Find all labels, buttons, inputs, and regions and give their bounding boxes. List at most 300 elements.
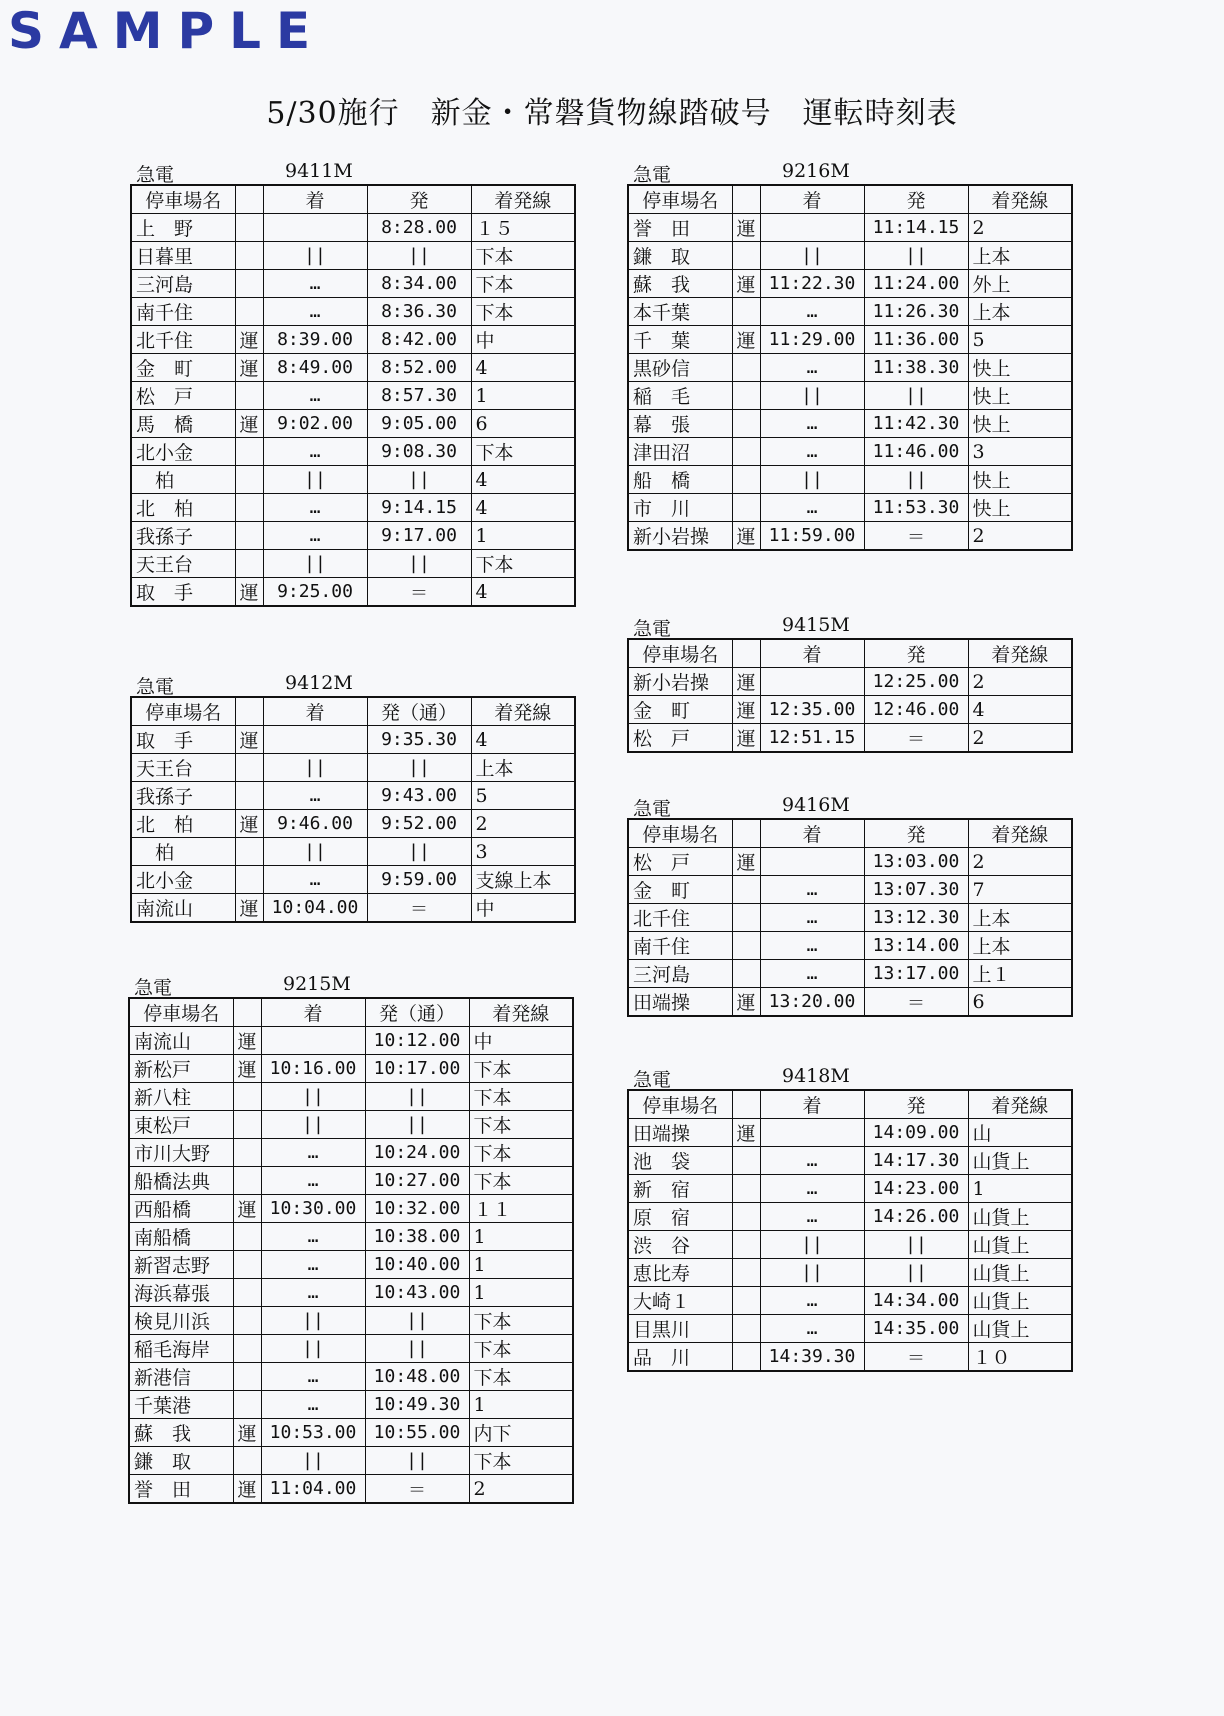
column-header [235, 185, 263, 214]
track-line: 下本 [469, 1139, 573, 1167]
arrival-time: … [760, 298, 864, 326]
arrival-time: … [263, 382, 367, 410]
track-line: 快上 [968, 354, 1072, 382]
table-row [628, 848, 1072, 876]
track-line: 2 [968, 668, 1072, 696]
operation-mark: 運 [233, 1475, 261, 1504]
train-kind: 急電 [633, 1069, 672, 1091]
station-name: 天王台 [131, 754, 235, 782]
column-header: 発 [864, 185, 968, 214]
departure-time: ＝ [365, 1475, 469, 1504]
departure-time: 11:24.00 [864, 270, 968, 298]
departure-time: 10:43.00 [365, 1279, 469, 1307]
arrival-time: || [261, 1447, 365, 1475]
operation-mark [235, 550, 263, 578]
table-row [628, 466, 1072, 494]
train-number: 9216M [782, 160, 850, 182]
operation-mark [233, 1363, 261, 1391]
station-name: 三河島 [131, 270, 235, 298]
departure-time: || [367, 242, 471, 270]
departure-time: || [367, 754, 471, 782]
station-name: 北千住 [628, 904, 732, 932]
column-header: 着 [760, 185, 864, 214]
arrival-time [760, 848, 864, 876]
track-line: 2 [471, 810, 575, 838]
arrival-time: … [760, 1287, 864, 1315]
station-name: 北小金 [131, 438, 235, 466]
operation-mark: 運 [235, 354, 263, 382]
train-number: 9416M [782, 794, 850, 816]
table-row [129, 1111, 573, 1139]
track-line: 2 [968, 522, 1072, 551]
operation-mark: 運 [233, 1195, 261, 1223]
table-row [129, 1307, 573, 1335]
departure-time: 10:48.00 [365, 1363, 469, 1391]
station-name: 北千住 [131, 326, 235, 354]
table-row [628, 1203, 1072, 1231]
operation-mark: 運 [233, 1055, 261, 1083]
arrival-time: … [760, 354, 864, 382]
track-line: 6 [968, 988, 1072, 1017]
departure-time: 9:52.00 [367, 810, 471, 838]
station-name: 柏 [131, 466, 235, 494]
track-line: 内下 [469, 1419, 573, 1447]
arrival-time: … [263, 866, 367, 894]
arrival-time: 11:04.00 [261, 1475, 365, 1504]
track-line: 6 [471, 410, 575, 438]
departure-time: 14:26.00 [864, 1203, 968, 1231]
station-name: 天王台 [131, 550, 235, 578]
station-name: 南流山 [129, 1027, 233, 1055]
station-name: 南千住 [628, 932, 732, 960]
arrival-time: 11:59.00 [760, 522, 864, 551]
table-row [628, 876, 1072, 904]
departure-time: 13:17.00 [864, 960, 968, 988]
track-line: 4 [471, 354, 575, 382]
timetable-table [130, 184, 576, 607]
train-timetable-9412M [130, 672, 576, 923]
arrival-time: … [261, 1391, 365, 1419]
departure-time: 11:26.30 [864, 298, 968, 326]
operation-mark [732, 438, 760, 466]
operation-mark [732, 960, 760, 988]
station-name: 松 戸 [131, 382, 235, 410]
station-name: 取 手 [131, 578, 235, 607]
track-line: 山貨上 [968, 1315, 1072, 1343]
column-header: 停車場名 [131, 185, 235, 214]
track-line: 5 [471, 782, 575, 810]
station-name: 池 袋 [628, 1147, 732, 1175]
station-name: 鎌 取 [129, 1447, 233, 1475]
operation-mark [233, 1307, 261, 1335]
track-line: 下本 [469, 1363, 573, 1391]
arrival-time: || [261, 1335, 365, 1363]
track-line: 山貨上 [968, 1231, 1072, 1259]
table-row [131, 242, 575, 270]
track-line: 山 [968, 1119, 1072, 1147]
track-line: 山貨上 [968, 1259, 1072, 1287]
column-header [732, 185, 760, 214]
track-line: 快上 [968, 410, 1072, 438]
arrival-time: || [263, 550, 367, 578]
departure-time: 12:25.00 [864, 668, 968, 696]
departure-time: 14:23.00 [864, 1175, 968, 1203]
departure-time: ＝ [864, 1343, 968, 1372]
station-name: 金 町 [628, 876, 732, 904]
table-row [628, 696, 1072, 724]
operation-mark [235, 214, 263, 242]
track-line: 中 [471, 326, 575, 354]
station-name: 恵比寿 [628, 1259, 732, 1287]
station-name: 船 橋 [628, 466, 732, 494]
station-name: 金 町 [628, 696, 732, 724]
track-line: 山貨上 [968, 1287, 1072, 1315]
table-row [628, 1315, 1072, 1343]
train-header [130, 672, 576, 696]
track-line: 下本 [471, 298, 575, 326]
track-line: 下本 [471, 270, 575, 298]
operation-mark [732, 466, 760, 494]
table-row [131, 838, 575, 866]
operation-mark [732, 1343, 760, 1372]
train-timetable-9415M [627, 614, 1073, 753]
station-name: 新松戸 [129, 1055, 233, 1083]
table-row [129, 1475, 573, 1504]
table-header-row [628, 1090, 1072, 1119]
operation-mark [233, 1279, 261, 1307]
track-line: １１ [469, 1195, 573, 1223]
operation-mark [235, 438, 263, 466]
track-line: 快上 [968, 494, 1072, 522]
train-timetable-9418M [627, 1065, 1073, 1372]
table-header-row [131, 185, 575, 214]
departure-time: 11:46.00 [864, 438, 968, 466]
departure-time: 10:24.00 [365, 1139, 469, 1167]
column-header [235, 697, 263, 726]
arrival-time: || [760, 382, 864, 410]
station-name: 稲毛海岸 [129, 1335, 233, 1363]
operation-mark [235, 782, 263, 810]
station-name: 我孫子 [131, 522, 235, 550]
table-row [129, 1279, 573, 1307]
operation-mark [732, 876, 760, 904]
table-row [628, 988, 1072, 1017]
station-name: 渋 谷 [628, 1231, 732, 1259]
arrival-time: 10:30.00 [261, 1195, 365, 1223]
operation-mark [235, 754, 263, 782]
station-name: 日暮里 [131, 242, 235, 270]
station-name: 目黒川 [628, 1315, 732, 1343]
table-row [129, 1027, 573, 1055]
operation-mark [732, 1175, 760, 1203]
operation-mark: 運 [235, 894, 263, 923]
track-line: 下本 [469, 1111, 573, 1139]
table-row [129, 1419, 573, 1447]
track-line: １０ [968, 1343, 1072, 1372]
operation-mark [235, 242, 263, 270]
arrival-time: 14:39.30 [760, 1343, 864, 1372]
departure-time: || [864, 242, 968, 270]
table-row [131, 894, 575, 923]
arrival-time: … [263, 782, 367, 810]
departure-time: 8:28.00 [367, 214, 471, 242]
timetable-table [627, 638, 1073, 753]
departure-time: 10:27.00 [365, 1167, 469, 1195]
arrival-time: || [760, 1231, 864, 1259]
operation-mark [732, 932, 760, 960]
arrival-time: || [261, 1307, 365, 1335]
departure-time: || [365, 1335, 469, 1363]
departure-time: ＝ [367, 578, 471, 607]
departure-time: 9:35.30 [367, 726, 471, 754]
station-name: 品 川 [628, 1343, 732, 1372]
train-kind: 急電 [633, 798, 672, 820]
station-name: 馬 橋 [131, 410, 235, 438]
departure-time: 10:55.00 [365, 1419, 469, 1447]
operation-mark [732, 410, 760, 438]
track-line: 1 [471, 382, 575, 410]
track-line: 下本 [469, 1167, 573, 1195]
column-header: 着発線 [471, 185, 575, 214]
column-header: 発（通） [365, 998, 469, 1027]
departure-time: 10:40.00 [365, 1251, 469, 1279]
arrival-time: … [760, 410, 864, 438]
table-row [129, 1251, 573, 1279]
arrival-time: 10:16.00 [261, 1055, 365, 1083]
station-name: 三河島 [628, 960, 732, 988]
train-timetable-9215M [128, 973, 574, 1504]
departure-time: 13:12.30 [864, 904, 968, 932]
table-header-row [628, 819, 1072, 848]
arrival-time: || [263, 838, 367, 866]
train-kind: 急電 [134, 977, 173, 999]
table-row [628, 960, 1072, 988]
departure-time: 8:36.30 [367, 298, 471, 326]
station-name: 北 柏 [131, 494, 235, 522]
train-number: 9412M [285, 672, 353, 694]
column-header: 停車場名 [131, 697, 235, 726]
track-line: 4 [471, 494, 575, 522]
operation-mark [732, 1287, 760, 1315]
departure-time: 10:32.00 [365, 1195, 469, 1223]
train-header [627, 614, 1073, 638]
table-header-row [628, 185, 1072, 214]
station-name: 稲 毛 [628, 382, 732, 410]
table-row [131, 466, 575, 494]
table-row [131, 214, 575, 242]
departure-time: ＝ [864, 522, 968, 551]
operation-mark: 運 [732, 668, 760, 696]
departure-time: ＝ [864, 724, 968, 753]
column-header: 着 [261, 998, 365, 1027]
track-line: 4 [471, 466, 575, 494]
station-name: 検見川浜 [129, 1307, 233, 1335]
station-name: 市 川 [628, 494, 732, 522]
table-row [131, 866, 575, 894]
departure-time: 14:09.00 [864, 1119, 968, 1147]
train-kind: 急電 [136, 164, 175, 186]
departure-time: || [365, 1083, 469, 1111]
column-header: 着発線 [968, 1090, 1072, 1119]
table-row [628, 438, 1072, 466]
arrival-time: … [261, 1279, 365, 1307]
arrival-time [261, 1027, 365, 1055]
table-row [628, 1231, 1072, 1259]
departure-time: || [367, 550, 471, 578]
column-header [732, 1090, 760, 1119]
track-line: 4 [968, 696, 1072, 724]
column-header: 発 [864, 1090, 968, 1119]
column-header: 着発線 [968, 185, 1072, 214]
station-name: 原 宿 [628, 1203, 732, 1231]
track-line: １５ [471, 214, 575, 242]
table-row [129, 1335, 573, 1363]
column-header: 着発線 [968, 639, 1072, 668]
departure-time: 10:38.00 [365, 1223, 469, 1251]
track-line: 上本 [968, 242, 1072, 270]
arrival-time: || [263, 754, 367, 782]
departure-time: || [864, 382, 968, 410]
station-name: 蘇 我 [628, 270, 732, 298]
column-header [732, 819, 760, 848]
arrival-time: … [760, 1175, 864, 1203]
operation-mark [233, 1391, 261, 1419]
track-line: 4 [471, 578, 575, 607]
track-line: 中 [469, 1027, 573, 1055]
track-line: 2 [968, 214, 1072, 242]
station-name: 大崎１ [628, 1287, 732, 1315]
arrival-time: … [760, 932, 864, 960]
table-row [628, 522, 1072, 551]
station-name: 千葉港 [129, 1391, 233, 1419]
table-row [131, 326, 575, 354]
table-row [628, 242, 1072, 270]
arrival-time: … [261, 1167, 365, 1195]
operation-mark [235, 466, 263, 494]
operation-mark [235, 494, 263, 522]
table-row [129, 1363, 573, 1391]
arrival-time: 10:53.00 [261, 1419, 365, 1447]
track-line: 1 [471, 522, 575, 550]
table-row [628, 668, 1072, 696]
table-row [131, 494, 575, 522]
train-number: 9411M [285, 160, 353, 182]
table-row [628, 214, 1072, 242]
arrival-time: 13:20.00 [760, 988, 864, 1017]
table-row [628, 494, 1072, 522]
column-header: 停車場名 [628, 185, 732, 214]
timetable-table [627, 818, 1073, 1017]
timetable-table [627, 184, 1073, 551]
column-header: 着 [263, 185, 367, 214]
train-number: 9215M [283, 973, 351, 995]
sample-watermark: SAMPLE [8, 2, 326, 60]
departure-time: ＝ [367, 894, 471, 923]
track-line: 下本 [469, 1447, 573, 1475]
arrival-time: … [261, 1251, 365, 1279]
track-line: 中 [471, 894, 575, 923]
table-row [131, 522, 575, 550]
arrival-time: … [760, 1315, 864, 1343]
operation-mark: 運 [233, 1419, 261, 1447]
departure-time: || [365, 1307, 469, 1335]
departure-time: 11:42.30 [864, 410, 968, 438]
departure-time: 8:34.00 [367, 270, 471, 298]
departure-time: 8:42.00 [367, 326, 471, 354]
arrival-time: … [263, 522, 367, 550]
station-name: 西船橋 [129, 1195, 233, 1223]
arrival-time: … [760, 1203, 864, 1231]
operation-mark [732, 298, 760, 326]
table-row [628, 1175, 1072, 1203]
arrival-time: … [760, 904, 864, 932]
operation-mark: 運 [732, 326, 760, 354]
station-name: 津田沼 [628, 438, 732, 466]
table-row [131, 410, 575, 438]
departure-time: || [864, 1259, 968, 1287]
operation-mark [235, 838, 263, 866]
arrival-time: 8:39.00 [263, 326, 367, 354]
operation-mark: 運 [235, 726, 263, 754]
arrival-time: … [263, 494, 367, 522]
track-line: 3 [968, 438, 1072, 466]
operation-mark [235, 298, 263, 326]
station-name: 柏 [131, 838, 235, 866]
station-name: 北小金 [131, 866, 235, 894]
station-name: 千 葉 [628, 326, 732, 354]
station-name: 新港信 [129, 1363, 233, 1391]
station-name: 金 町 [131, 354, 235, 382]
table-row [628, 1287, 1072, 1315]
departure-time: 10:12.00 [365, 1027, 469, 1055]
track-line: 下本 [469, 1307, 573, 1335]
operation-mark: 運 [732, 214, 760, 242]
column-header: 着 [760, 639, 864, 668]
timetable-table [128, 997, 574, 1504]
column-header [732, 639, 760, 668]
track-line: 上本 [968, 298, 1072, 326]
operation-mark [233, 1335, 261, 1363]
departure-time: 8:52.00 [367, 354, 471, 382]
table-row [129, 1083, 573, 1111]
table-row [628, 270, 1072, 298]
departure-time: || [864, 1231, 968, 1259]
column-header: 着発線 [968, 819, 1072, 848]
track-line: 上本 [968, 932, 1072, 960]
station-name: 誉 田 [129, 1475, 233, 1504]
station-name: 松 戸 [628, 848, 732, 876]
table-header-row [129, 998, 573, 1027]
train-kind: 急電 [136, 676, 175, 698]
table-row [628, 326, 1072, 354]
station-name: 田端操 [628, 988, 732, 1017]
table-row [129, 1391, 573, 1419]
departure-time: 14:35.00 [864, 1315, 968, 1343]
station-name: 幕 張 [628, 410, 732, 438]
track-line: 7 [968, 876, 1072, 904]
station-name: 海浜幕張 [129, 1279, 233, 1307]
station-name: 蘇 我 [129, 1419, 233, 1447]
table-row [628, 932, 1072, 960]
departure-time: || [365, 1111, 469, 1139]
track-line: 1 [469, 1251, 573, 1279]
arrival-time: … [261, 1223, 365, 1251]
arrival-time: || [760, 1259, 864, 1287]
track-line: 4 [471, 726, 575, 754]
table-row [129, 1055, 573, 1083]
table-row [628, 1259, 1072, 1287]
station-name: 新八柱 [129, 1083, 233, 1111]
